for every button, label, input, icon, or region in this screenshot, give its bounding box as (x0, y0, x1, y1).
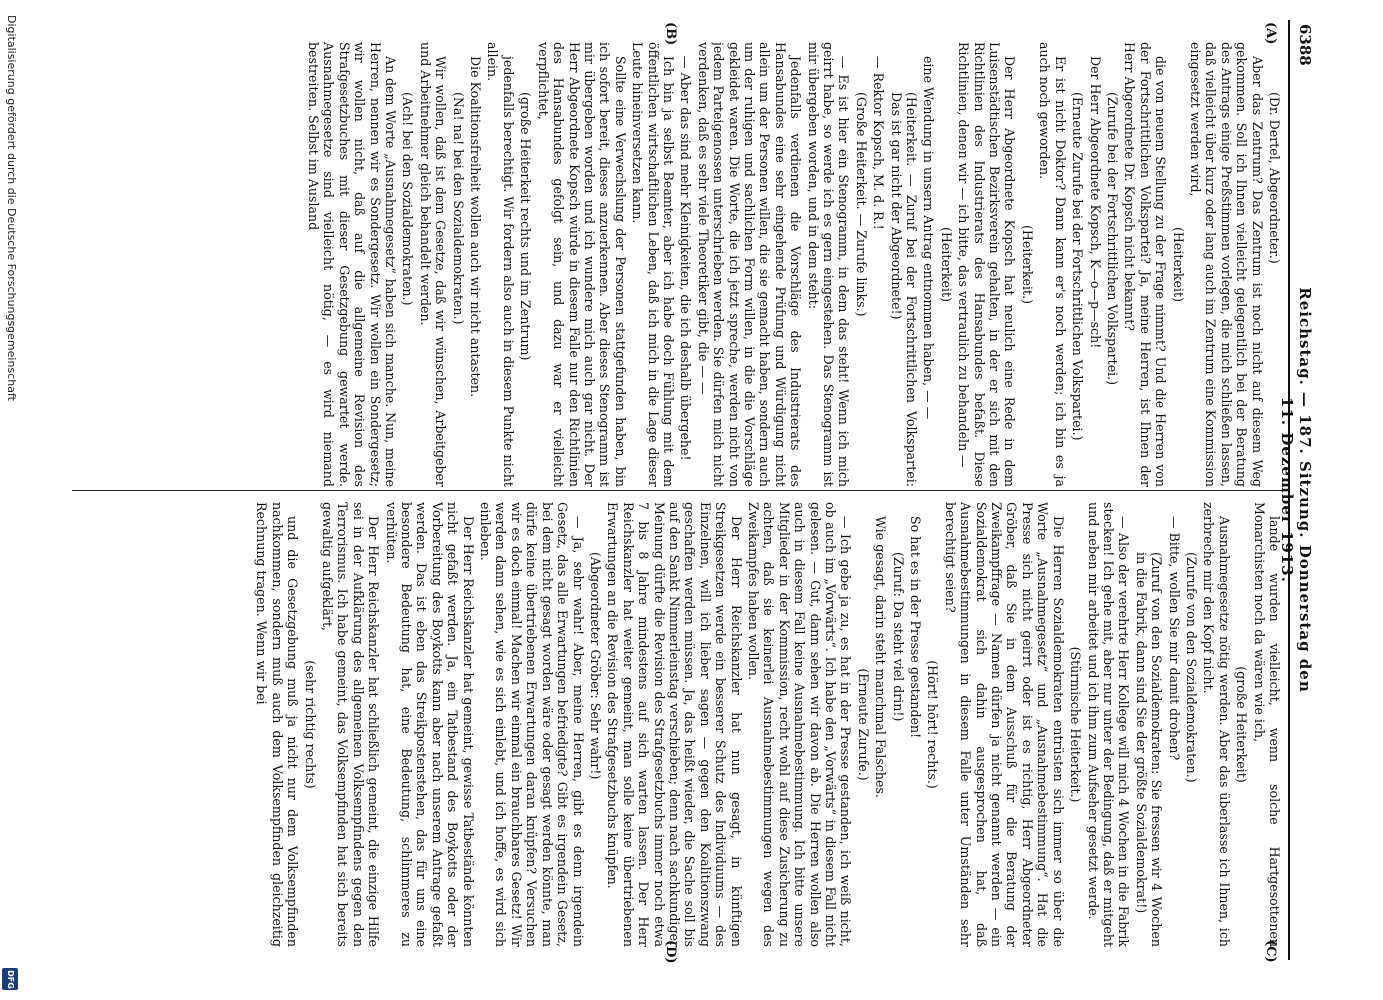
paragraph: Aber das Zentrum? Das Zentrum ist noch nicht auf diesem Weg gekommen. Soll ich Ihnen vielleicht gelegentlich bei der Beratung des Antrags einige Preßstimmen vorlegen, die mich schließen lassen, daß vielleicht über kurz oder lang auch im Zentrum eine Kommission eingesetzt werden wird, (1187, 42, 1265, 487)
interjection: (große Heiterkeit) (1234, 666, 1250, 783)
paragraph: Ausnahmegesetze nötig werden. Aber das überlasse ich Ihnen, ich zerbreche mir den Kopf nicht. (1201, 502, 1232, 947)
interjection: (Zuruf von den Sozialdemokraten: Sie fressen wir 4 Wochen in die Fabrik, dann sind Sie der größte Sozialdemokrat!) (1133, 552, 1165, 947)
paragraph: Die Koalitionsfreiheit wollen auch wir nicht antasten. (468, 56, 484, 398)
paragraph: — Es ist hier ein Stenogramm, in dem das steht! Wenn ich mich geirrt habe, so werde ich es gern eingestehen. Das Stenogramm ist mir übergeben worden, und in dem steht: (805, 42, 852, 487)
paragraph: — Also der verehrte Herr Kollege will mich 4 Wochen in die Fabrik stecken! Ich gehe mit, aber nur unter der Bedingung, daß er mitgeht und neben mir arbeitet und ich ihm zum Aufseher gesetzt werde. (1085, 502, 1132, 947)
interjection: (große Heiterkeit rechts und im Zentrum) (518, 92, 534, 361)
interjection: (Zurufe von den Sozialdemokraten.) (1183, 552, 1199, 783)
paragraph: — Rektor Kopsch, M. d. R.! (871, 56, 887, 230)
interjection: (Erneute Zurufe bei der Fortschrittlichen Volkspartei.) (1070, 92, 1086, 441)
paragraph: Der Herr Reichskanzler hat nun gesagt, in künftigen Streikgesetzen werde ein besserer Schutz des Individuums — des Einzelnen, will ich lieber sagen — gegen den Koalitionszwang geschaffen werden müssen. Ja, das heißt wieder, die Sache soll bis auf den Sankt Nimmerleinstag verschieben; denn nach sachkundiger Meinung dürfte die Revision des Strafgesetzbuchs immer noch etwa 7 bis 8 Jahre mindestens auf sich warten lassen. Der Herr Reichskanzler hat weiter gemeint, man solle keine übertriebenen Erwartungen an die Revision des Strafgesetzbuchs knüpfen. (605, 502, 744, 947)
interjection: (Ach! bei den Sozialdemokraten.) (400, 92, 416, 306)
paragraph: — Ich gebe ja zu, es hat in der Presse gestanden, ich weiß nicht, ob auch im „Vorwärts“. Ich habe den „Vorwärts“ in diesem Fall nicht gelesen. — Gut, dann sehen wir davon ab. Die Herren wollen also auch in diesem Fall keine Ausnahmebestimmung. Ich bitte unsere Mitglieder in der Kommission, recht wohl auf diese Zusicherung zu achten, daß sie keinerlei Ausnahmebestimmungen wegen des Zweikampfes haben wollen. (746, 502, 854, 947)
margin-marker-a: (A) (1263, 22, 1278, 45)
margin-marker-d: (D) (663, 940, 678, 964)
paragraph: eine Wendung in unsern Antrag entnommen haben, — — (921, 56, 937, 420)
text-column-right (72, 502, 1282, 947)
interjection: (Zurufe bei der Fortschrittlichen Volkspartei.) (1104, 92, 1120, 386)
interjection: (Große Heiterkeit. — Zurufe links.) (853, 92, 869, 317)
paragraph: Sollte eine Verwechslung der Personen stattgefunden haben, bin ich sofort bereit, dieses anzuerkennen. Aber dieses Stenogramm ist mir übergeben worden und ich wundere mich auch gar nicht. Der Herr Abgeordnete Kopsch würde in diesem Falle nur den Richtlinien des Hansabundes gefolgt sein, und dazu war er vielleicht verpflichtet, (535, 42, 628, 487)
paragraph: jedenfalls berechtigt. Wir fordern also auch in diesem Punkte nicht allein. (485, 42, 516, 487)
paragraph: und die Gesetzgebung muß ja nicht nur dem Volksempfinden nachkommen, sondern muß auch dem Volksempfinden gleichzeitig Rechnung tragen. Wenn wir bei (254, 502, 301, 947)
interjection: (Heiterkeit. — Zuruf bei der Fortschrittlichen Volkspartei: Das ist gar nicht der Abgeordnete!) (888, 92, 920, 487)
interjection: (Na! na! bei den Sozialdemokraten.) (450, 92, 466, 325)
text-column-left (72, 42, 1282, 487)
paragraph: Der Herr Abgeordnete Kopsch hat neulich eine Rede in dem Luisenstädtischen Bezirksverein gehalten, in der er sich mit den Richtlinien des Industrierats des Hansabundes befaßt. Diese Richtlinien, denen wir — ich bitte, das vertraulich zu behandeln — (956, 42, 1018, 487)
paragraph: An dem Worte „Ausnahmegesetz“ haben sich manche. Nun, meine Herren, nennen wir es Sondergesetz. Wir wollen ein Sondergesetz; wir wollen nicht, daß auf die allgemeine Revision des Strafgesetzbuches mit dieser Gesetzgebung gewartet werde. Ausnahmegesetze sind vielleicht nötig, — es wird niemand bestreiten. Selbst im Ausland (306, 42, 399, 487)
dfg-logo: DFG (2, 968, 18, 990)
interjection: (Heiterkeit.) (1019, 225, 1035, 304)
paragraph: Er ist nicht Doktor? Dann kann er's noch werden; ich bin es ja auch noch geworden. (1037, 42, 1068, 487)
session-title: Reichstag. — 187. Sitzung. Donnerstag den 11. Dezember 1913. (1278, 287, 1314, 693)
interjection: (Heiterkeit) (938, 227, 954, 302)
paragraph: Der Herr Abgeordnete Kopsch, K—o—p—sch! (1087, 56, 1103, 349)
interjection: (Hört! hört! rechts.) (925, 660, 941, 789)
paragraph: — Bitte, wollen Sie mir damit drohen? (1166, 516, 1182, 761)
margin-marker-c: (C) (1263, 940, 1278, 963)
interjection: (Dr. Dertel, Abgeordneter.) (1267, 92, 1282, 264)
paragraph: Ich bin ja selbst Beamter, aber ich habe doch Fühlung mit dem öffentlichen wirtschaftlichen Leben, daß ich mich in die Lage dieser Leute hineinversetzen kann. (630, 42, 676, 487)
paragraph: So hat es in der Presse gestanden! (908, 516, 924, 739)
interjection: (Erneute Zurufe.) (855, 668, 871, 781)
credit-text: Digitalisierung gefördert durch die Deutsche Forschungsgemeinschaft (5, 15, 18, 401)
interjection: (Abgeordneter Gröber: Sehr wahr!) (587, 552, 603, 780)
interjection: (Zuruf: Da steht viel drin!) (890, 552, 906, 722)
column-divider (72, 490, 1282, 491)
paragraph: — Ja, sehr wahr! Aber, meine Herren, gibt es denn irgendein Gesetz, das alle Erwartungen befriedigte? Gibt es irgendein Gesetz, bei dem nicht gesagt worden wäre oder gesagt werden könnte, man dürfe keine übertriebenen Erwartungen daran knüpfen? Versuchen wir es doch einmal! Machen wir einmal ein brauchbares Gesetz! Wir werden dann sehen, wie es sich einlebt, und ich hoffe, es wird sich einleben. (478, 502, 586, 947)
digitization-credit (4, 15, 18, 980)
interjection: (Heiterkeit) (1170, 227, 1186, 302)
paragraph: die von neuem Stellung zu der Frage nimmt? Und die Herren von der Fortschrittlichen Volkspartei? Ja, meine Herren, ist Ihnen der Herr Abgeordnete Dr. Kopsch nicht bekannt? (1122, 42, 1169, 487)
interjection: (sehr richtig rechts) (302, 660, 318, 789)
paragraph: — Aber das sind mehr Kleinigkeiten, die ich deshalb übergehe! (678, 56, 694, 461)
page-number: 6388 (1296, 24, 1314, 66)
paragraph: Wie gesagt, darin steht manchmal Falsches. (873, 516, 889, 798)
margin-marker-b: (B) (663, 22, 678, 46)
scanned-page (58, 20, 1318, 964)
paragraph: lande wurden vielleicht, wenn solche Hartgesottenen Monarchisten noch da wären wie ich, (1251, 502, 1282, 947)
paragraph: Wir wollen, daß ist dem Gesetze, daß wir wünschen, Arbeitgeber und Arbeitnehmer gleich behandelt werden. (417, 42, 449, 487)
paragraph: Der Herr Reichskanzler hat gemeint, gewisse Tatbestände könnten nicht gefaßt werden. Ja, ein Tatbestand des Boykotts oder der Vorbereitung des Boykotts kann aber nach unserem Antrage gefaßt werden. Das ist eben das Streikpostenstehen, das für uns eine besondere Bedeutung hat, eine Bedeutung, schlimmeres zu verhüten. (383, 502, 476, 947)
interjection: (Stürmische Heiterkeit.) (1068, 646, 1084, 803)
paragraph: Der Herr Reichskanzler hat schließlich gemeint, die einzige Hilfe sei in der Aufklärung des allgemeinen Volksempfindens gegen den Terrorismus. Ich habe gemeint, das Volksempfinden hat sich bereits gewaltig aufgeklärt, (320, 502, 382, 947)
paragraph: Jedenfalls verdienen die Vorschläge des Industrierats des Hansabundes eine sehr eingehende Prüfung und Würdigung nicht allein um der Personen willen, die sie gemacht haben, sondern auch um der ruhigen und sachlichen Form willen, in die die Vorschläge gekleidet waren. Die Worte, die ich jetzt spreche, werden nicht von jedem Parteigenossen unterschrieben werden. Sie dürfen mich nicht verdenken, daß es sehr viele Theoretiker gibt, die — — (695, 42, 804, 487)
paragraph: Die Herren Sozialdemokraten entrüsten sich immer so über die Worte „Ausnahmegesetz“ und „Ausnahmebestimmung“. Hat die Presse sich nicht geirrt oder ist es richtig, Herr Abgeordneter Gröber, daß Sie in dem Ausschuß für die Beratung der Zweikampffrage — Namen dürfen ja nicht genannt werden — ein Sozialdemokrat sich dahin ausgesprochen hat, daß Ausnahmebestimmungen in diesem Falle unter Umständen sehr berechtigt seien? (942, 502, 1066, 947)
page-header (1278, 20, 1318, 960)
